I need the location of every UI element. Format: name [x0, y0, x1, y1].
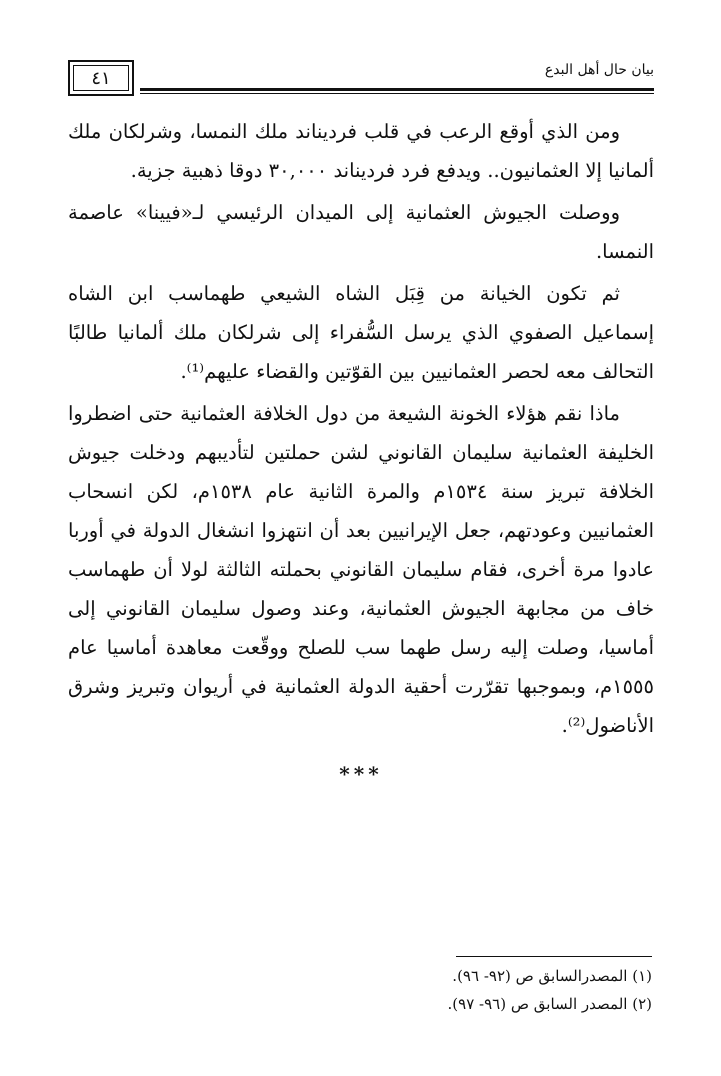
paragraph: ووصلت الجيوش العثمانية إلى الميدان الرئيسي لـ«فيينا» عاصمة النمسا. — [68, 201, 654, 263]
header-rule — [140, 88, 654, 91]
footnote: (١) المصدرالسابق ص (٩٢- ٩٦). — [452, 967, 652, 985]
footnote: (٢) المصدر السابق ص (٩٦- ٩٧). — [447, 995, 652, 1013]
footnote-rule — [456, 956, 652, 957]
header-title: بيان حال أهل البدع — [544, 62, 654, 78]
page-number: ٤١ — [91, 67, 111, 89]
paragraph: ومن الذي أوقع الرعب في قلب فرديناند ملك النمسا، وشرلكان ملك ألمانيا إلا العثمانيون.. ويدفع فرد فرديناند ٣٠,٠٠٠ دوقا ذهبية جزية. — [68, 120, 654, 182]
body-text — [68, 112, 654, 794]
section-separator: *** — [339, 762, 383, 786]
header-rule-thin — [140, 93, 654, 94]
running-header — [68, 58, 654, 100]
footnotes — [68, 962, 652, 1018]
page-number-frame — [68, 60, 134, 96]
paragraph: ثم تكون الخيانة من قِبَل الشاه الشيعي طهماسب ابن الشاه إسماعيل الصفوي الذي يرسل السُّفراء إلى شرلكان ملك ألمانيا طالبًا التحالف معه لحصر العثمانيين بين القوّتين والقضاء عليهم⁽¹⁾. — [68, 282, 654, 383]
paragraph: ماذا نقم هؤلاء الخونة الشيعة من دول الخلافة العثمانية حتى اضطروا الخليفة العثمانية سليمان القانوني لشن حملتين لتأديبهم ودخلت جيوش الخلافة تبريز سنة ١٥٣٤م والمرة الثانية عام ١٥٣٨م، لكن انسحاب العثمانيين وعودتهم، جعل الإيرانيين بعد أن انتهزوا انشغال الدولة في أوربا عادوا مرة أخرى، فقام سليمان القانوني بحملته الثالثة لولا أن طهماسب خاف من مجابهة الجيوش العثمانية، وعند وصول سليمان القانوني إلى أماسيا، وصلت إليه رسل طهما سب للصلح ووقّعت معاهدة أماسيا عام ١٥٥٥م، وبموجبها تقرّرت أحقية الدولة العثمانية في أريوان وتبريز وشرق الأناضول⁽²⁾. — [68, 402, 654, 737]
